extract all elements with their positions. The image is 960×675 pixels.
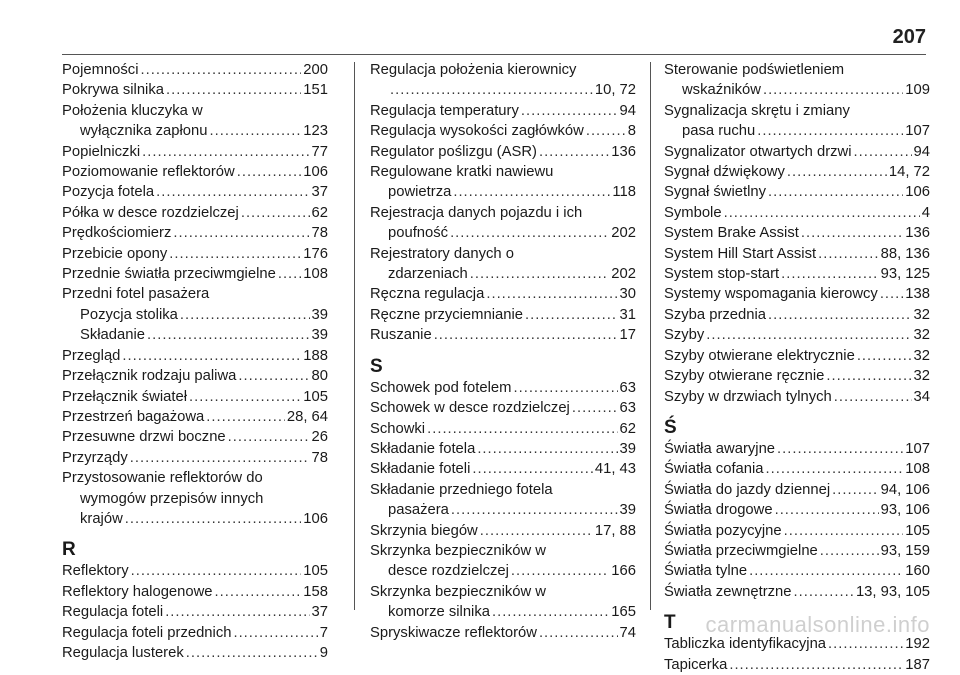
dot-leader [787, 162, 887, 182]
index-entry-pages: 9 [319, 644, 328, 661]
index-entry [370, 121, 636, 141]
index-entry-term: Tabliczka identyfikacyjna [664, 636, 827, 653]
index-entry [664, 244, 930, 264]
index-entry-text: Skrzynka bezpieczników w [370, 542, 546, 559]
index-entry-term: krajów [80, 510, 123, 527]
index-entry-term: Przełącznik rodzaju paliwa [62, 368, 237, 385]
index-entry [62, 561, 328, 581]
index-entry-text: Rejestratory danych o [370, 245, 514, 262]
index-entry-term: komorze silnika [388, 604, 490, 621]
index-entry [62, 623, 328, 643]
index-entry-term: Sygnalizator otwartych drzwi [664, 143, 852, 160]
index-entry [370, 500, 636, 520]
index-entry-term: Przestrzeń bagażowa [62, 408, 205, 425]
dot-leader [525, 305, 618, 325]
dot-leader [766, 459, 904, 479]
index-entry [664, 325, 930, 345]
index-entry [62, 264, 328, 284]
index-entry-text: Sygnalizacja skrętu i zmiany [664, 102, 850, 119]
index-entry-term: Składanie [80, 327, 145, 344]
index-entry-pages: 14, 72 [888, 164, 930, 181]
index-entry-term: Regulacja foteli przednich [62, 624, 232, 641]
dot-leader [480, 521, 593, 541]
index-entry-term: Szyby w drzwiach tylnych [664, 388, 832, 405]
index-entry [370, 101, 636, 121]
index-entry-term: System Hill Start Assist [664, 245, 817, 262]
index-entry [664, 582, 930, 602]
index-entry [664, 500, 930, 520]
index-entry-term: Przełącznik świateł [62, 388, 187, 405]
dot-leader [434, 325, 618, 345]
dot-leader [781, 264, 879, 284]
index-entry [370, 459, 636, 479]
header-rule [62, 54, 926, 55]
index-entry [664, 480, 930, 500]
dot-leader [390, 80, 593, 100]
index-entry-pages: 78 [311, 225, 328, 242]
index-entry [664, 264, 930, 284]
index-entry [664, 366, 930, 386]
dot-leader [125, 509, 302, 529]
index-letter-heading: S [370, 355, 383, 377]
index-entry-pages: 10, 72 [594, 82, 636, 99]
index-entry-text: Rejestracja danych pojazdu i ich [370, 204, 583, 221]
dot-leader [768, 182, 903, 202]
index-entry-pages: 105 [303, 563, 328, 580]
index-letter-heading: Ś [664, 416, 677, 438]
index-entry [62, 244, 328, 264]
index-entry [664, 541, 930, 561]
index-entry-pages: 136 [611, 143, 636, 160]
dot-leader [826, 366, 911, 386]
index-entry [370, 182, 636, 202]
index-entry-term: Schowek w desce rozdzielczej [370, 400, 570, 417]
dot-leader [793, 582, 853, 602]
dot-leader [142, 142, 309, 162]
index-entry [664, 459, 930, 479]
dot-leader [539, 623, 618, 643]
index-entry-pages: 39 [619, 502, 636, 519]
dot-leader [169, 244, 301, 264]
index-entry-pages: 80 [311, 368, 328, 385]
index-entry-pages: 26 [311, 429, 328, 446]
index-entry-text: wymogów przepisów innych [80, 490, 264, 507]
dot-leader [757, 121, 903, 141]
index-entry-pages: 192 [905, 636, 930, 653]
index-entry-pages: 39 [619, 440, 636, 457]
dot-leader [233, 623, 317, 643]
dot-leader [854, 142, 912, 162]
index-entry-term: Reflektory [62, 563, 129, 580]
index-entry-pages: 106 [303, 510, 328, 527]
index-entry [62, 162, 328, 182]
dot-leader [140, 60, 301, 80]
index-column-3 [664, 60, 930, 675]
index-entry-term: Skrzynia biegów [370, 522, 478, 539]
index-entry [62, 121, 328, 141]
index-entry-term: Prędkościomierz [62, 225, 172, 242]
dot-leader [801, 223, 903, 243]
dot-leader [180, 305, 310, 325]
index-entry [664, 203, 930, 223]
dot-leader [857, 346, 912, 366]
index-entry-pages: 78 [311, 449, 328, 466]
index-entry [664, 80, 930, 100]
index-entry-term: pasażera [388, 502, 449, 519]
index-entry-term: Regulacja foteli [62, 604, 164, 621]
dot-leader [586, 121, 626, 141]
index-entry [664, 439, 930, 459]
index-entry [664, 655, 930, 675]
index-entry-term: Składanie foteli [370, 461, 471, 478]
index-entry-term: Popielniczki [62, 143, 141, 160]
index-entry-term: Symbole [664, 204, 722, 221]
index-entry-term: Światła cofania [664, 461, 764, 478]
index-entry-term: pasa ruchu [682, 123, 756, 140]
index-entry-pages: 39 [311, 327, 328, 344]
index-entry-term: Spryskiwacze reflektorów [370, 624, 537, 641]
index-entry-pages: 28, 64 [286, 408, 328, 425]
index-entry-term: Poziomowanie reflektorów [62, 164, 235, 181]
index-entry-pages: 94 [619, 102, 636, 119]
index-entry-term: poufność [388, 225, 449, 242]
index-entry-pages: 160 [905, 563, 930, 580]
index-entry-pages: 202 [611, 266, 636, 283]
index-entry [370, 284, 636, 304]
index-entry-pages: 108 [303, 266, 328, 283]
dot-leader [511, 561, 609, 581]
dot-leader [763, 80, 903, 100]
index-entry-term: Regulacja wysokości zagłówków [370, 123, 584, 140]
dot-leader [210, 121, 302, 141]
index-entry-pages: 37 [311, 604, 328, 621]
index-entry-pages: 17 [619, 327, 636, 344]
index-entry-term: Światła do jazdy dziennej [664, 481, 831, 498]
dot-leader [777, 439, 903, 459]
index-entry-pages: 94 [913, 143, 930, 160]
index-entry-text: Skrzynka bezpieczników w [370, 583, 546, 600]
index-entry-pages: 165 [611, 604, 636, 621]
page-number: 207 [892, 26, 926, 48]
index-entry-term: Półka w desce rozdzielczej [62, 204, 239, 221]
dot-leader [832, 480, 878, 500]
index-entry-term: wskaźników [682, 82, 761, 99]
index-entry [370, 264, 636, 284]
index-entry [62, 407, 328, 427]
index-entry-pages: 7 [319, 624, 328, 641]
index-entry-pages: 31 [619, 306, 636, 323]
dot-leader [189, 387, 301, 407]
index-entry [62, 387, 328, 407]
dot-leader [173, 223, 309, 243]
dot-leader [513, 378, 617, 398]
dot-leader [834, 387, 912, 407]
index-entry-pages: 166 [611, 563, 636, 580]
index-entry [664, 182, 930, 202]
dot-leader [238, 366, 309, 386]
dot-leader [521, 101, 618, 121]
dot-leader [122, 346, 301, 366]
index-entry [370, 439, 636, 459]
index-entry-text: Położenia kluczyka w [62, 102, 203, 119]
index-entry-term: Ręczna regulacja [370, 286, 485, 303]
dot-leader [470, 264, 610, 284]
index-entry-term: Przesuwne drzwi boczne [62, 429, 226, 446]
index-entry-pages: 118 [612, 184, 636, 201]
index-entry-pages: 106 [303, 164, 328, 181]
index-entry [62, 142, 328, 162]
index-entry [62, 602, 328, 622]
index-entry [370, 521, 636, 541]
index-entry [62, 582, 328, 602]
index-entry [664, 162, 930, 182]
index-entry-pages: 188 [303, 347, 328, 364]
index-entry [664, 121, 930, 141]
index-entry-term: Pozycja stolika [80, 306, 178, 323]
dot-leader [241, 203, 310, 223]
index-entry-pages: 93, 125 [880, 266, 930, 283]
index-entry [62, 80, 328, 100]
dot-leader [131, 561, 302, 581]
index-entry [664, 284, 930, 304]
index-entry-term: System stop-start [664, 266, 780, 283]
index-entry [370, 561, 636, 581]
index-entry-term: Światła awaryjne [664, 440, 776, 457]
index-entry-term: Światła tylne [664, 563, 748, 580]
index-entry-term: Przednie światła przeciwmgielne [62, 266, 276, 283]
index-entry-pages: 39 [311, 306, 328, 323]
index-entry-pages: 63 [619, 400, 636, 417]
index-entry-pages: 106 [905, 184, 930, 201]
dot-leader [215, 582, 302, 602]
dot-leader [706, 325, 911, 345]
index-entry-term: Przegląd [62, 347, 121, 364]
index-entry-term: Sygnał świetlny [664, 184, 766, 201]
index-entry-pages: 37 [311, 184, 328, 201]
index-entry-term: Schowek pod fotelem [370, 379, 512, 396]
index-entry-pages: 41, 43 [594, 461, 636, 478]
index-entry-pages: 105 [303, 388, 328, 405]
dot-leader [130, 448, 310, 468]
index-entry-term: Regulator poślizgu (ASR) [370, 143, 537, 160]
dot-leader [450, 223, 609, 243]
index-entry-term: Szyby otwierane ręcznie [664, 368, 825, 385]
watermark: carmanualsonline.info [705, 612, 930, 637]
index-entry-term: Przebicie opony [62, 245, 168, 262]
index-entry [370, 602, 636, 622]
index-entry-pages: 105 [905, 522, 930, 539]
index-entry-pages: 17, 88 [594, 522, 636, 539]
dot-leader [749, 561, 903, 581]
index-entry [62, 509, 328, 529]
index-entry [664, 305, 930, 325]
index-entry-pages: 107 [905, 123, 930, 140]
dot-leader [237, 162, 302, 182]
index-entry-term: Reflektory halogenowe [62, 583, 213, 600]
index-entry-pages: 4 [921, 204, 930, 221]
index-entry [664, 521, 930, 541]
index-entry-pages: 32 [913, 368, 930, 385]
index-entry [370, 80, 636, 100]
dot-leader [186, 643, 318, 663]
index-entry-pages: 158 [303, 583, 328, 600]
dot-leader [572, 398, 618, 418]
index-entry-term: Regulacja temperatury [370, 102, 519, 119]
index-entry-pages: 123 [303, 123, 328, 140]
index-entry [62, 325, 328, 345]
index-entry-term: Schowki [370, 420, 426, 437]
index-entry [370, 325, 636, 345]
index-entry-pages: 93, 159 [880, 542, 930, 559]
dot-leader [880, 284, 903, 304]
index-entry-term: Pozycja fotela [62, 184, 155, 201]
index-entry [62, 223, 328, 243]
index-entry-text: Przystosowanie reflektorów do [62, 470, 263, 487]
index-entry [664, 561, 930, 581]
index-entry-pages: 151 [303, 82, 328, 99]
index-entry-pages: 136 [905, 225, 930, 242]
dot-leader [539, 142, 609, 162]
dot-leader [451, 500, 618, 520]
dot-leader [453, 182, 610, 202]
index-entry-term: Ręczne przyciemnianie [370, 306, 523, 323]
index-column-1 [62, 60, 328, 663]
index-entry-term: Składanie fotela [370, 440, 476, 457]
dot-leader [165, 602, 309, 622]
index-entry-term: Tapicerka [664, 656, 728, 673]
dot-leader [206, 407, 285, 427]
index-entry [62, 182, 328, 202]
index-entry-term: Szyby otwierane elektrycznie [664, 347, 855, 364]
dot-leader [775, 500, 879, 520]
index-entry [62, 346, 328, 366]
index-entry-pages: 93, 106 [880, 502, 930, 519]
dot-leader [166, 80, 301, 100]
index-letter-heading: T [664, 612, 676, 634]
index-entry [664, 142, 930, 162]
index-entry-pages: 62 [619, 420, 636, 437]
index-entry-pages: 107 [905, 440, 930, 457]
index-entry-pages: 200 [303, 62, 328, 78]
dot-leader [472, 459, 593, 479]
index-entry-term: Przyrządy [62, 449, 128, 466]
index-entry-pages: 32 [913, 347, 930, 364]
dot-leader [156, 182, 309, 202]
index-entry-term: Światła przeciwmgielne [664, 542, 818, 559]
index-entry [62, 305, 328, 325]
index-entry-term: Szyba przednia [664, 306, 766, 323]
index-entry [62, 203, 328, 223]
index-entry [62, 448, 328, 468]
index-entry-term: Systemy wspomagania kierowcy [664, 286, 878, 303]
index-entry-term: Pokrywa silnika [62, 82, 164, 99]
index-entry [370, 142, 636, 162]
index-entry-term: Światła zewnętrzne [664, 583, 792, 600]
dot-leader [724, 203, 920, 223]
index-entry-term: Regulacja lusterek [62, 644, 184, 661]
index-entry [370, 398, 636, 418]
column-divider [650, 62, 651, 610]
index-entry-pages: 30 [619, 286, 636, 303]
index-entry-term: powietrza [388, 184, 452, 201]
dot-leader [820, 541, 879, 561]
index-entry [62, 60, 328, 80]
index-entry-text: Sterowanie podświetleniem [664, 62, 845, 78]
dot-leader [477, 439, 617, 459]
index-entry [664, 387, 930, 407]
index-entry [370, 419, 636, 439]
index-entry-pages: 62 [311, 204, 328, 221]
index-entry-term: desce rozdzielczej [388, 563, 509, 580]
index-entry-pages: 138 [905, 286, 930, 303]
index-entry-pages: 88, 136 [880, 245, 930, 262]
column-divider [354, 62, 355, 610]
index-entry [370, 378, 636, 398]
index-entry-pages: 63 [619, 379, 636, 396]
index-entry-term: Szyby [664, 327, 705, 344]
index-entry-pages: 13, 93, 105 [855, 583, 930, 600]
index-entry [370, 223, 636, 243]
index-entry [664, 346, 930, 366]
index-entry [62, 366, 328, 386]
dot-leader [492, 602, 609, 622]
index-entry-text: Regulacja położenia kierownicy [370, 62, 577, 78]
index-entry-pages: 32 [913, 306, 930, 323]
index-entry [62, 427, 328, 447]
index-entry-pages: 77 [311, 143, 328, 160]
index-entry [370, 305, 636, 325]
dot-leader [768, 305, 912, 325]
dot-leader [147, 325, 310, 345]
index-entry-term: Pojemności [62, 62, 139, 78]
index-column-2 [370, 60, 636, 643]
index-letter-heading: R [62, 539, 76, 561]
index-entry-pages: 202 [611, 225, 636, 242]
index-entry-term: wyłącznika zapłonu [80, 123, 208, 140]
dot-leader [784, 521, 904, 541]
index-entry [370, 623, 636, 643]
index-entry-text: Przedni fotel pasażera [62, 286, 210, 303]
dot-leader [228, 427, 310, 447]
index-entry-term: Światła pozycyjne [664, 522, 782, 539]
index-entry [62, 643, 328, 663]
index-entry [664, 223, 930, 243]
index-entry-pages: 109 [905, 82, 930, 99]
index-entry-pages: 74 [619, 624, 636, 641]
index-entry-term: Ruszanie [370, 327, 432, 344]
dot-leader [818, 244, 879, 264]
index-entry-pages: 34 [913, 388, 930, 405]
dot-leader [729, 655, 903, 675]
index-entry-pages: 108 [905, 461, 930, 478]
index-entry-term: System Brake Assist [664, 225, 799, 242]
index-entry-pages: 176 [303, 245, 328, 262]
index-entry-text: Składanie przedniego fotela [370, 481, 553, 498]
index-entry-pages: 187 [905, 656, 930, 673]
dot-leader [278, 264, 301, 284]
index-entry-term: Światła drogowe [664, 502, 773, 519]
index-entry-pages: 94, 106 [880, 481, 930, 498]
dot-leader [486, 284, 617, 304]
index-entry-text: Regulowane kratki nawiewu [370, 164, 554, 181]
index-entry-pages: 32 [913, 327, 930, 344]
index-entry-pages: 8 [627, 123, 636, 140]
dot-leader [427, 419, 617, 439]
index-entry-term: Sygnał dźwiękowy [664, 164, 785, 181]
index-entry-term: zdarzeniach [388, 266, 468, 283]
